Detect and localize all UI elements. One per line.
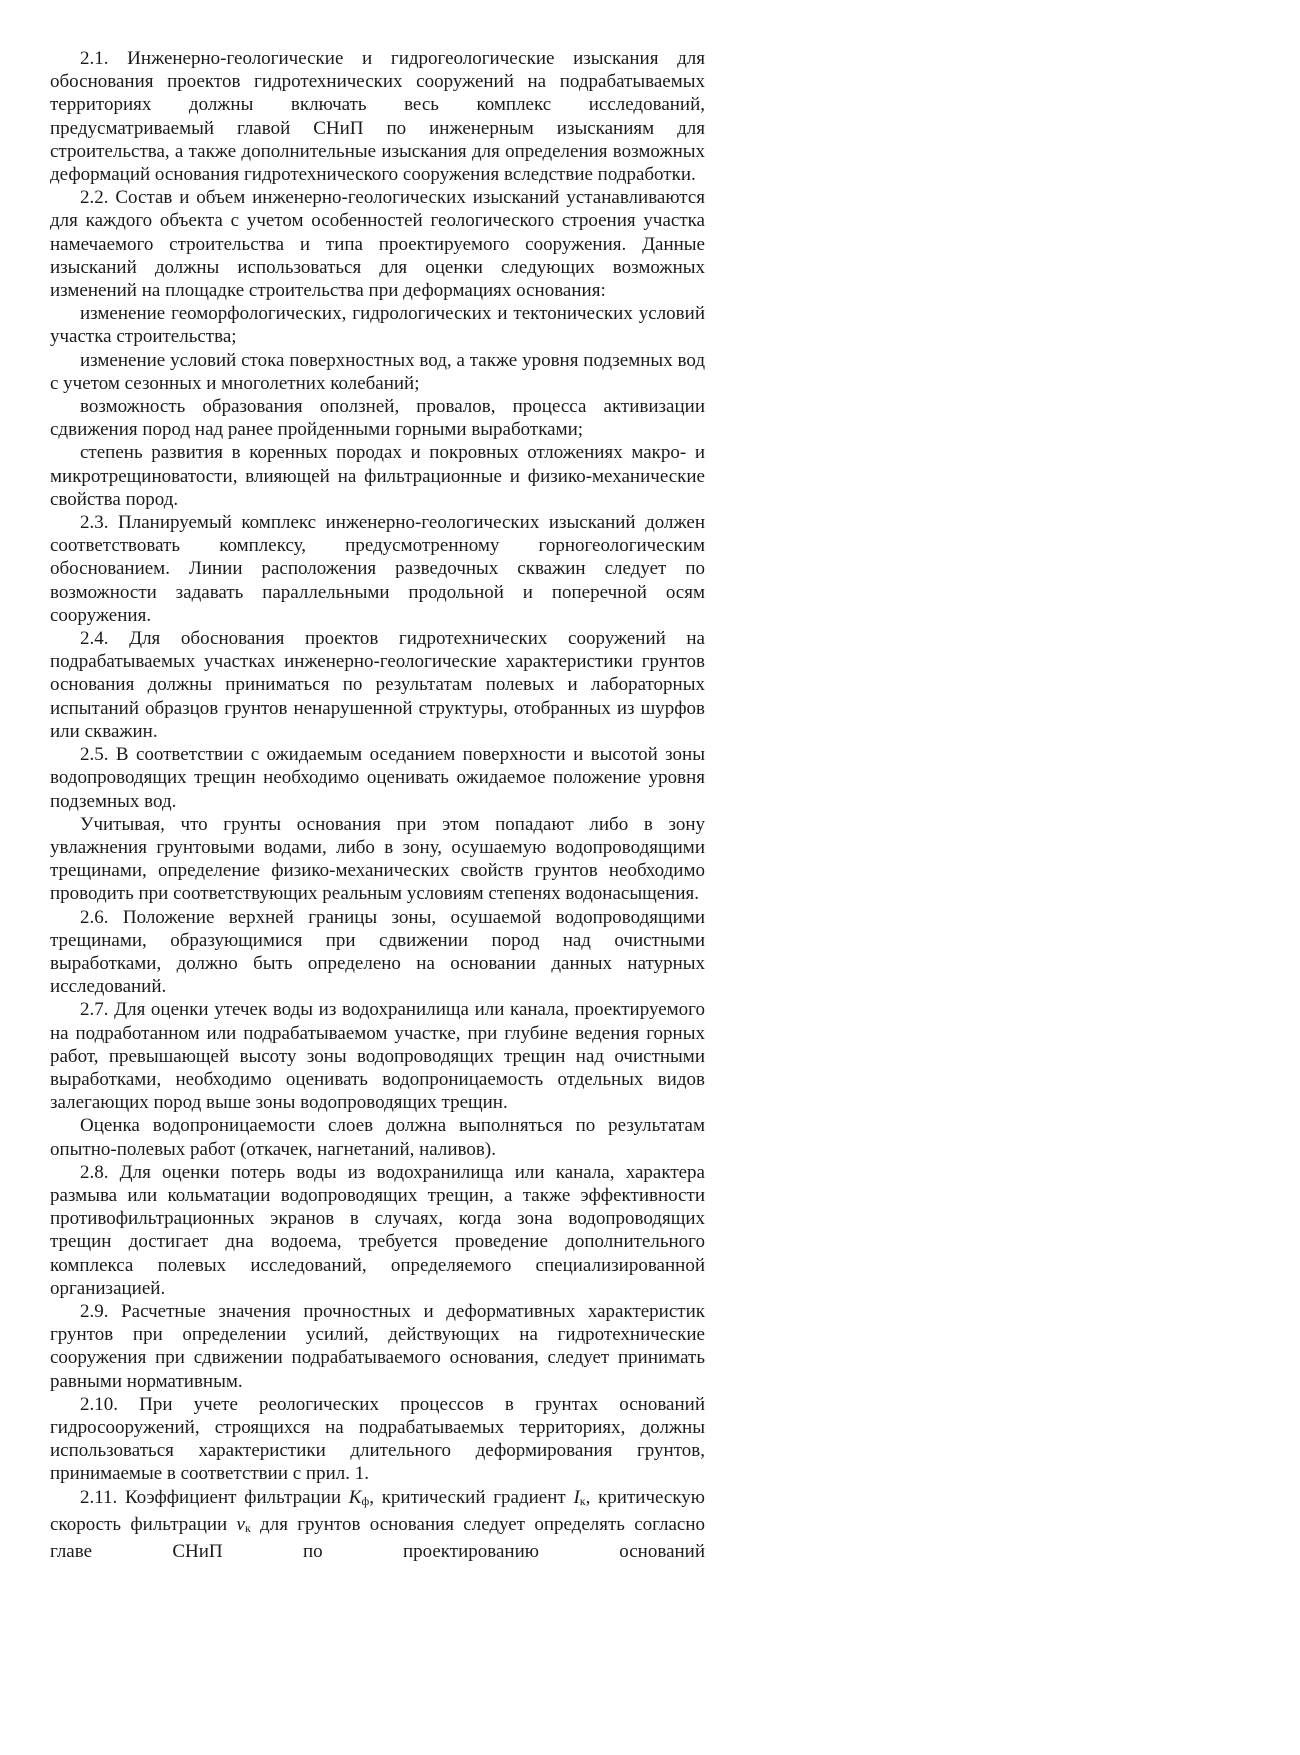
paragraph-2-7-continued: Оценка водопроницаемости слоев должна выполняться по результатам опытно-полевых работ (откачек, нагнетаний, наливов). — [50, 1115, 705, 1160]
paragraph-2-2: 2.2. Состав и объем инженерно-геологических изысканий устанавливаются для каждого объекта с учетом особенностей геологического строения участка намечаемого строительства и типа проектируемого сооружения. Данные изысканий должны использоваться для оценки следующих возможных изменений на площадке строительства при деформациях основания: — [50, 187, 705, 302]
critical-gradient-letter: I — [573, 1486, 580, 1508]
paragraph-2-6: 2.6. Положение верхней границы зоны, осушаемой водопроводящими трещинами, образующимися при сдвижении пород над очистными выработками, должно быть определено на основании данных натурных исследований. — [50, 906, 705, 998]
list-item-geomorphology: изменение геоморфологических, гидрологических и тектонических условий участка строительства; — [50, 303, 705, 348]
paragraph-2-8: 2.8. Для оценки потерь воды из водохранилища или канала, характера размыва или кольматации водопроводящих трещин, а также эффективности противофильтрационных экранов в случаях, когда зона водопроводящих трещин достигает дна водоема, требуется проведение дополнительного комплекса полевых исследований, определяемого специализированной организацией. — [50, 1161, 705, 1299]
paragraph-2-10: 2.10. При учете реологических процессов в грунтах оснований гидросооружений, строящихся на подрабатываемых территориях, должны использоваться характеристики длительного деформирования грунтов, принимаемые в соответствии с прил. 1. — [50, 1393, 705, 1485]
list-item-landslides: возможность образования оползней, провалов, процесса активизации сдвижения пород над ранее пройденными горными выработками; — [50, 396, 705, 441]
paragraph-2-11-text-1: 2.11. Коэффициент фильтрации — [80, 1486, 349, 1508]
paragraph-2-11-text-3: , критическую скорость фильтрации — [50, 1486, 705, 1535]
filtration-coefficient-subscript: ф — [361, 1493, 370, 1508]
filtration-coefficient-symbol — [349, 1487, 369, 1508]
paragraph-2-3: 2.3. Планируемый комплекс инженерно-геологических изысканий должен соответствовать комплексу, предусмотренному горногеологическим обоснованием. Линии расположения разведочных скважин следует по возможности задавать параллельными продольной и поперечной осям сооружения. — [50, 512, 705, 626]
critical-velocity-letter: v — [236, 1513, 245, 1535]
paragraph-2-7: 2.7. Для оценки утечек воды из водохранилища или канала, проектируемого на подработанном или подрабатываемом участке, при глубине ведения горных работ, превышающей высоту зоны водопроводящих трещин над очистными выработками, необходимо оценивать водопроницаемость отдельных видов залегающих пород выше зоны водопроводящих трещин. — [50, 999, 705, 1114]
critical-gradient-subscript: к — [579, 1493, 586, 1508]
paragraph-2-5: 2.5. В соответствии с ожидаемым оседанием поверхности и высотой зоны водопроводящих трещин необходимо оценивать ожидаемое положение уровня подземных вод. — [50, 744, 705, 812]
list-item-surface-runoff: изменение условий стока поверхностных вод, а также уровня подземных вод с учетом сезонных и многолетних колебаний; — [50, 349, 705, 394]
paragraph-2-9: 2.9. Расчетные значения прочностных и деформативных характеристик грунтов при определении усилий, действующих на гидротехнические сооружения при сдвижении подрабатываемого основания, следует принимать равными нормативным. — [50, 1300, 705, 1392]
paragraph-2-4: 2.4. Для обоснования проектов гидротехнических сооружений на подрабатываемых участках инженерно-геологические характеристики грунтов основания должны приниматься по результатам полевых и лабораторных испытаний образцов грунтов ненарушенной структуры, отобранных из шурфов или скважин. — [50, 628, 705, 742]
critical-velocity-subscript: к — [244, 1520, 251, 1535]
filtration-coefficient-letter: K — [348, 1486, 362, 1508]
critical-velocity-symbol — [237, 1514, 251, 1535]
paragraph-2-1: 2.1. Инженерно-геологические и гидрогеологические изыскания для обоснования проектов гидротехнических сооружений на подрабатываемых территориях должны включать весь комплекс исследований, предусматриваемый главой СНиП по инженерным изысканиям для строительства, а также дополнительные изыскания для определения возможных деформаций основания гидротехнического сооружения вследствие подработки. — [50, 48, 705, 186]
list-item-fracturing: степень развития в коренных породах и покровных отложениях макро- и микротрещиноватости, влияющей на фильтрационные и физико-механические свойства пород. — [50, 442, 705, 510]
paragraph-2-11 — [50, 1486, 705, 1564]
paragraph-2-11-text-4: для грунтов основания следует определять согласно главе СНиП по проектированию оснований — [50, 1513, 706, 1562]
paragraph-2-11-text-2: , критический градиент — [369, 1486, 574, 1508]
critical-gradient-symbol — [573, 1487, 585, 1508]
paragraph-2-5-continued: Учитывая, что грунты основания при этом попадают либо в зону увлажнения грунтовыми водами, либо в зону, осушаемую водопроводящими трещинами, определение физико-механических свойств грунтов необходимо проводить при соответствующих реальным условиям степенях водонасыщения. — [50, 813, 705, 905]
document-page — [50, 47, 705, 1563]
